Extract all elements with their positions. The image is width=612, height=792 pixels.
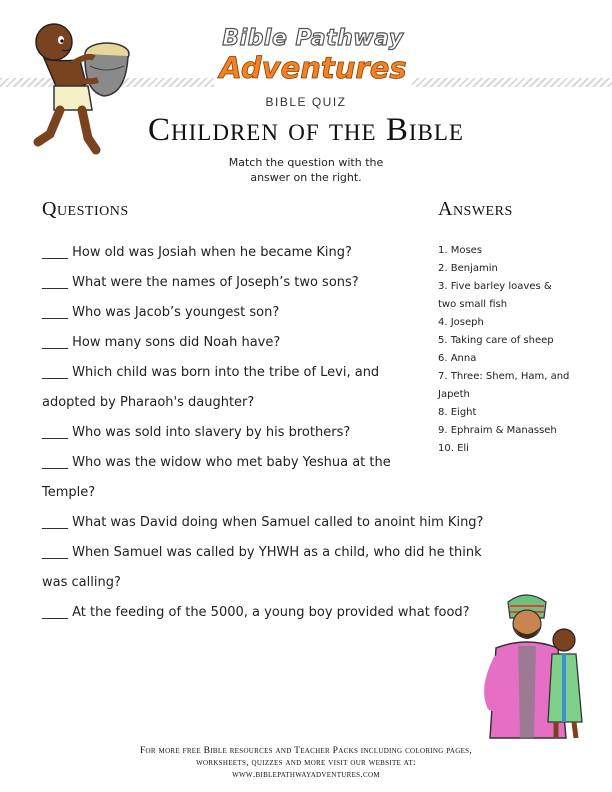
instructions	[200, 155, 412, 185]
quiz-label: BIBLE QUIZ	[265, 95, 347, 109]
instructions-line-2: answer on the right.	[250, 171, 362, 184]
question-line: ____ Who was sold into slavery by his brothers?	[42, 425, 351, 440]
footer-line-1: For more free Bible resources and Teacher Packs including coloring pages,	[139, 746, 473, 756]
footer-line-2: worksheets, quizzes and more visit our website at:	[196, 758, 416, 768]
page-title: Children of the Bible	[148, 112, 464, 148]
answer-line: 9. Ephraim & Manasseh	[438, 425, 557, 436]
logo-line-1: Bible Pathway	[222, 26, 404, 51]
decorative-stripe-right	[410, 78, 612, 87]
answer-line: 2. Benjamin	[438, 263, 498, 274]
answer-line: 4. Joseph	[438, 317, 484, 328]
answer-line: Japeth	[438, 389, 470, 400]
footer	[0, 745, 612, 781]
question-line: ____ How many sons did Noah have?	[42, 335, 281, 350]
question-line: ____ What was David doing when Samuel called to anoint him King?	[42, 515, 484, 530]
question-line: ____ Who was the widow who met baby Yeshua at the	[42, 455, 391, 470]
answer-line: 1. Moses	[438, 245, 483, 256]
questions-heading: Questions	[42, 198, 129, 220]
father-and-son-illustration	[474, 588, 602, 744]
question-line: adopted by Pharaoh's daughter?	[42, 395, 255, 410]
answers-heading: Answers	[438, 198, 513, 220]
answer-line: 3. Five barley loaves &	[438, 281, 552, 292]
answer-line: two small fish	[438, 299, 508, 310]
instructions-line-1: Match the question with the	[228, 156, 384, 169]
question-line: was calling?	[42, 575, 121, 590]
question-line: ____ At the feeding of the 5000, a young boy provided what food?	[42, 605, 470, 620]
answer-line: 8. Eight	[438, 407, 477, 418]
question-line: ____ Which child was born into the tribe of Levi, and	[42, 365, 380, 380]
answer-line: 5. Taking care of sheep	[438, 335, 554, 346]
question-line: ____ How old was Josiah when he became King?	[42, 245, 352, 260]
question-line: Temple?	[42, 485, 96, 500]
answers-list	[438, 242, 588, 458]
logo-line-2: Adventures	[219, 51, 407, 85]
question-line: ____ What were the names of Joseph’s two sons?	[42, 275, 359, 290]
question-line: ____ Who was Jacob’s youngest son?	[42, 305, 280, 320]
answer-line: 10. Eli	[438, 443, 469, 454]
answer-line: 7. Three: Shem, Ham, and	[438, 371, 570, 382]
footer-website: www.biblepathwayadventures.com	[232, 770, 380, 780]
answer-line: 6. Anna	[438, 353, 477, 364]
question-line: ____ When Samuel was called by YHWH as a child, who did he think	[42, 545, 482, 560]
logo	[214, 20, 412, 100]
